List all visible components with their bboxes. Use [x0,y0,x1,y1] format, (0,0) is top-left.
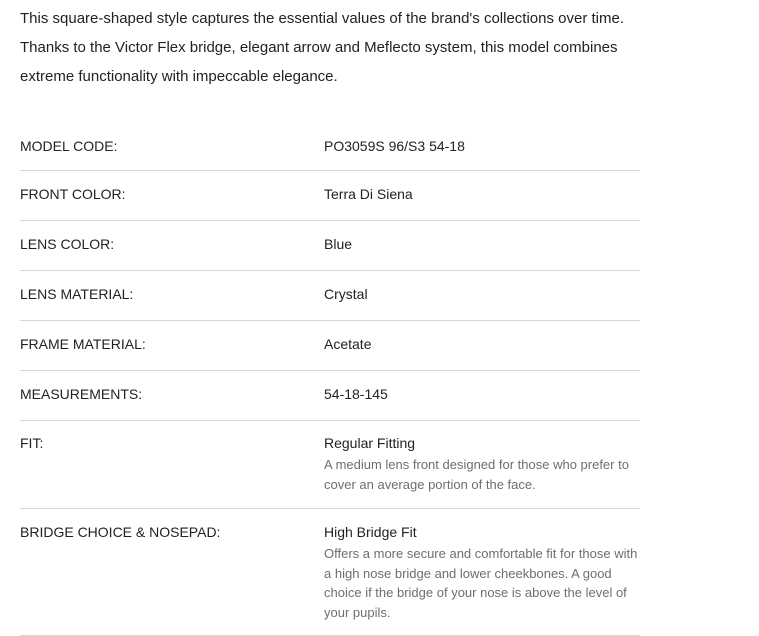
spec-label: FRONT COLOR: [20,186,126,202]
spec-value-text: Terra Di Siena [324,186,413,202]
spec-row-front-color [20,171,640,221]
spec-label: MODEL CODE: [20,138,118,154]
spec-label: LENS MATERIAL: [20,286,134,302]
spec-label: FIT: [20,435,44,451]
specs-table [20,122,640,636]
spec-row-measurements [20,371,640,421]
spec-value-text: Blue [324,236,353,252]
spec-label: MEASUREMENTS: [20,386,143,402]
spec-value-text: PO3059S 96/S3 54-18 [324,138,465,154]
spec-value [324,185,640,220]
spec-value [324,137,640,170]
spec-value-text: Regular Fitting [324,435,416,451]
spec-row-bridge-choice [20,509,640,636]
spec-row-lens-color [20,221,640,271]
spec-value-description: Offers a more secure and comfortable fit for those with a high nose bridge and lower cheekbones. A good choice if the bridge of your nose is above the level of your pupils. [324,546,638,620]
spec-value-text: Acetate [324,336,372,352]
spec-row-fit [20,421,640,509]
spec-value [324,235,640,270]
spec-value-text: Crystal [324,286,368,302]
spec-value [324,385,640,420]
spec-label: BRIDGE CHOICE & NOSEPAD: [20,524,221,540]
spec-value-text: High Bridge Fit [324,524,417,540]
spec-value [324,335,640,370]
spec-row-frame-material [20,321,640,371]
spec-row-lens-material [20,271,640,321]
spec-value [324,285,640,320]
spec-value-text: 54-18-145 [324,386,388,402]
spec-value [324,523,640,635]
spec-label: FRAME MATERIAL: [20,336,146,352]
product-description: This square-shaped style captures the essential values of the brand's collections over time. Thanks to the Victor Flex bridge, elegant arrow and Meflecto system, this model combines extreme functionality with impeccable elegance. [20,10,625,85]
spec-value-description: A medium lens front designed for those who prefer to cover an average portion of the face. [324,457,629,492]
spec-label: LENS COLOR: [20,236,115,252]
spec-value [324,434,640,508]
spec-row-model-code [20,122,640,171]
